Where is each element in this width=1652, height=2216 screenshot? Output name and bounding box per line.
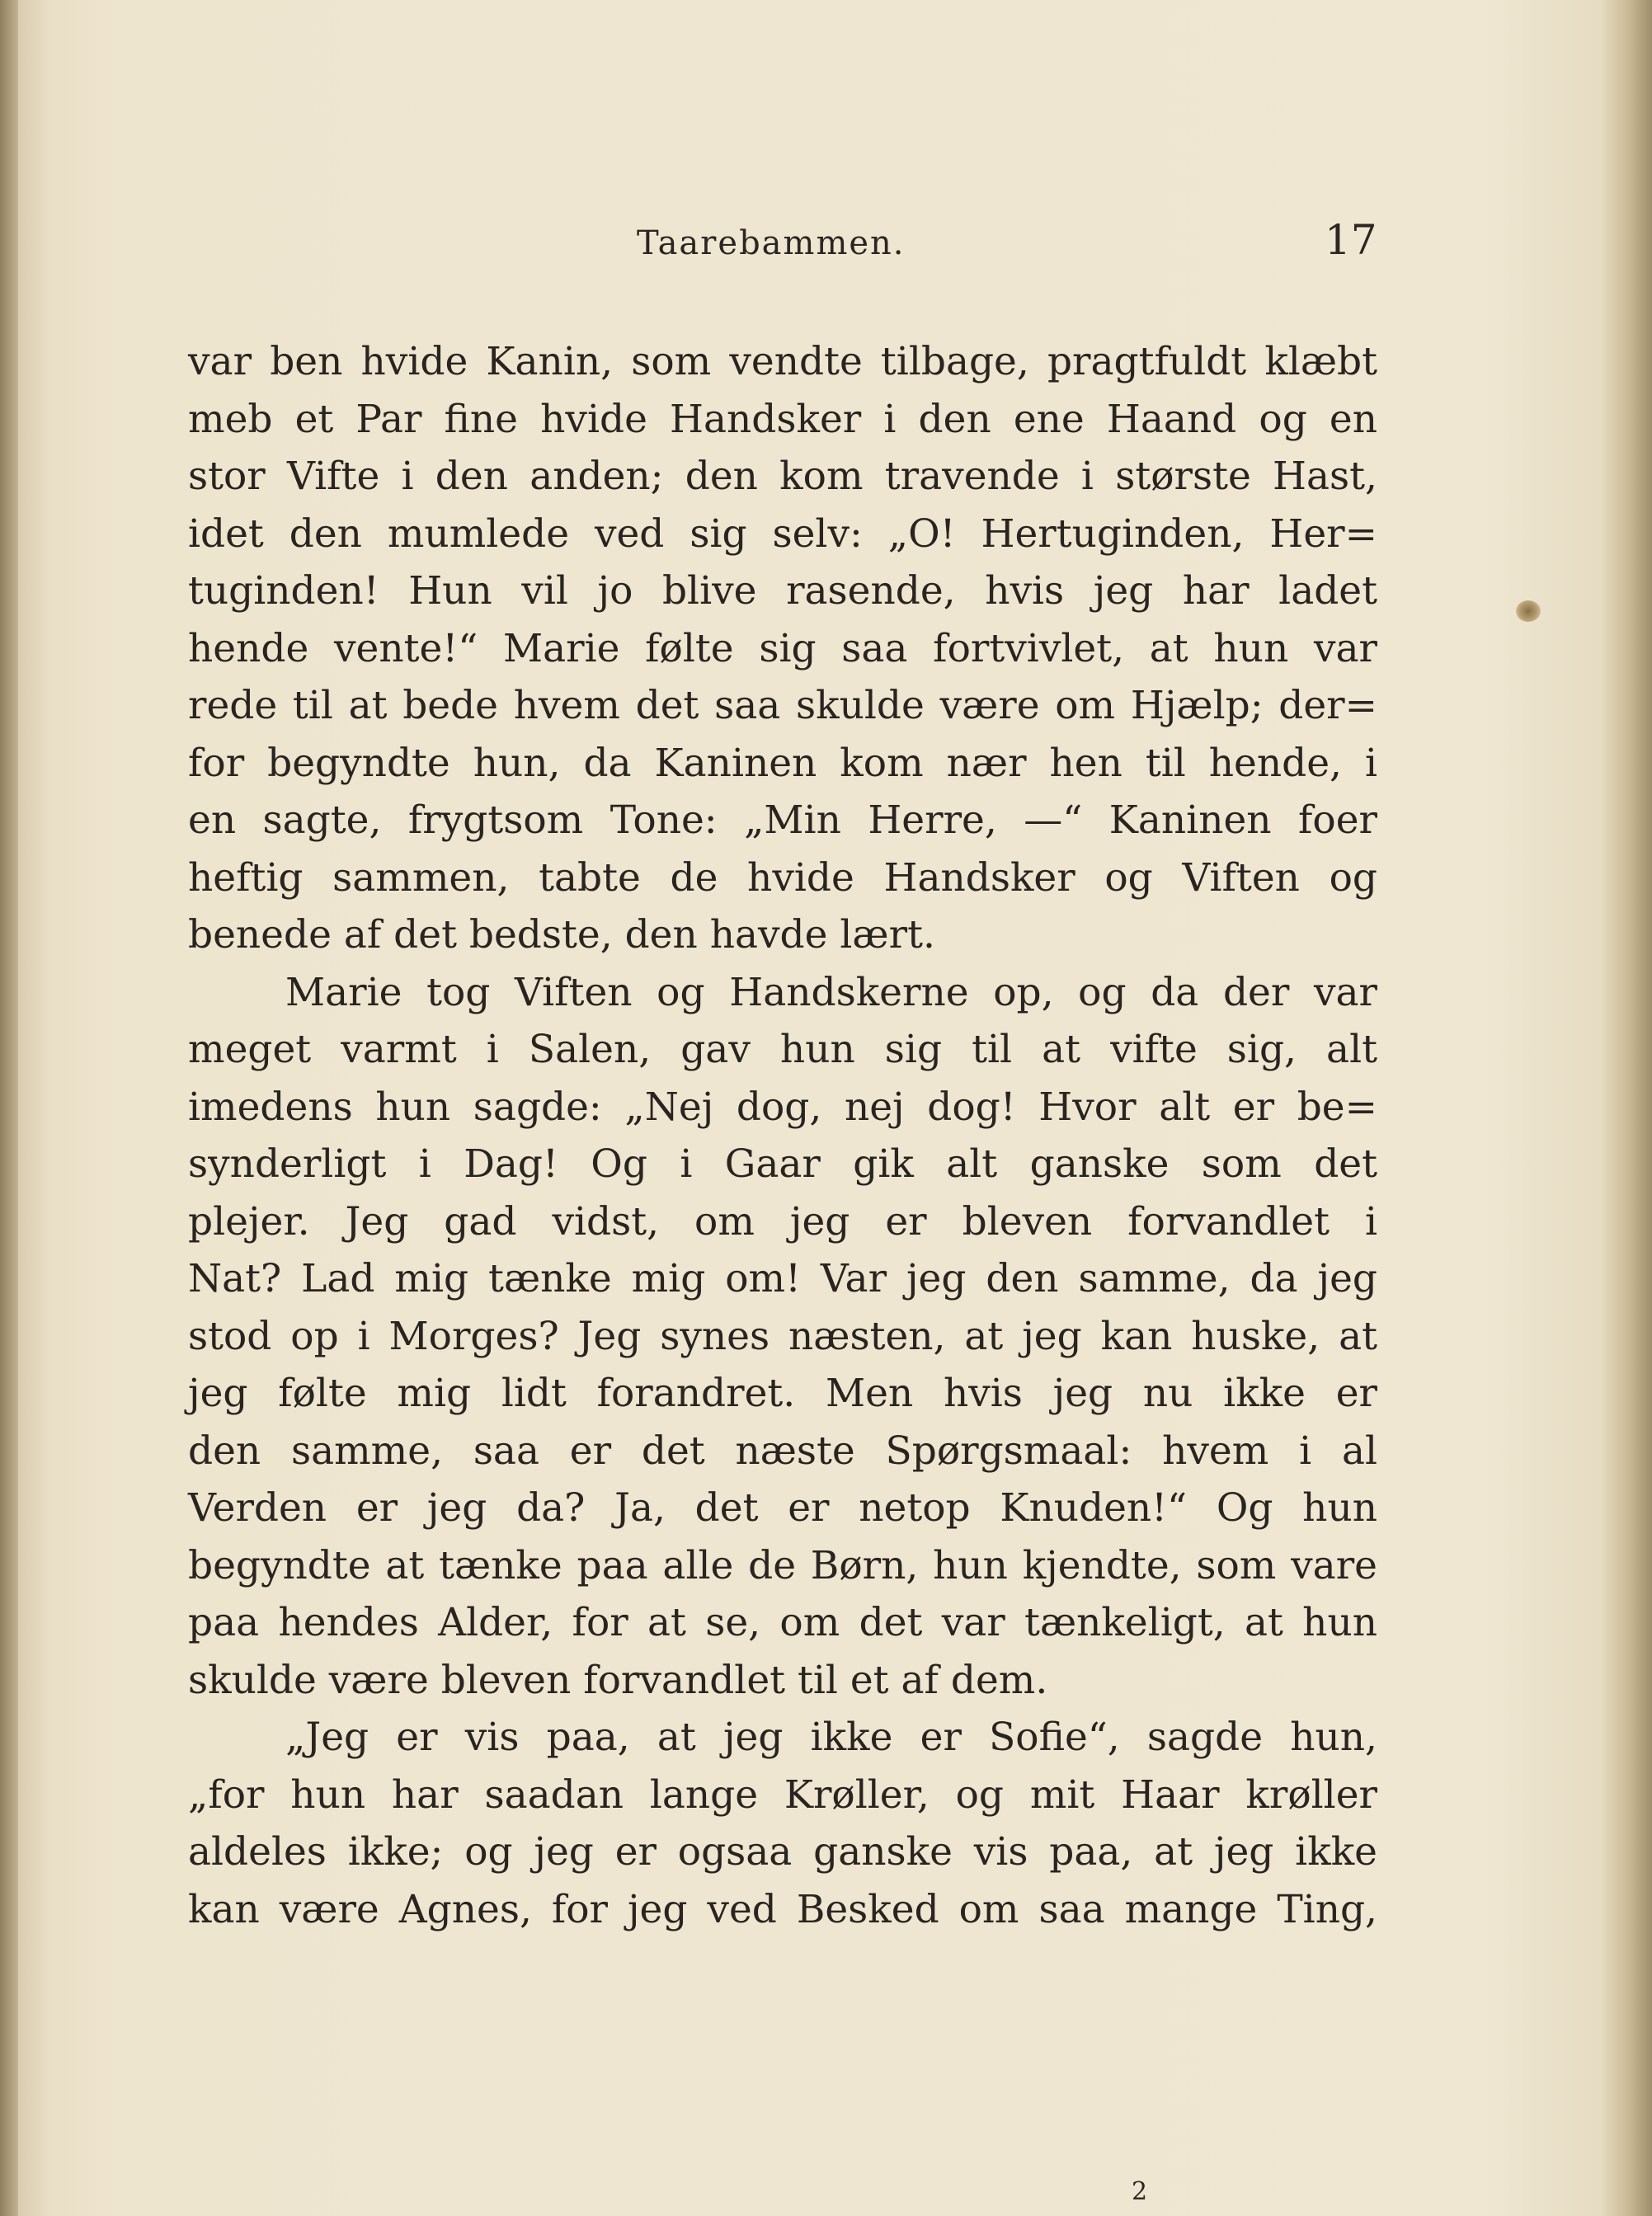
text-line: stod op i Morges? Jeg synes næsten, at jeg kan huske, at	[188, 1313, 1377, 1359]
text-line: tuginden! Hun vil jo blive rasende, hvis jeg har ladet	[188, 568, 1377, 614]
page-number: 17	[1325, 216, 1377, 264]
book-spine-edge	[0, 0, 18, 2216]
paper-stain	[1516, 600, 1541, 622]
text-line: synderligt i Dag! Og i Gaar gik alt ganske som det	[188, 1141, 1377, 1187]
text-line: meb et Par fine hvide Handsker i den ene Haand og en	[188, 396, 1377, 442]
text-line: kan være Agnes, for jeg ved Besked om saa mange Ting,	[188, 1886, 1377, 1932]
text-line: aldeles ikke; og jeg er ogsaa ganske vis paa, at jeg ikke	[188, 1829, 1377, 1875]
text-line: en sagte, frygtsom Tone: „Min Herre, —“ Kaninen foer	[188, 797, 1377, 843]
text-line: stor Vifte i den anden; den kom travende i største Hast,	[188, 454, 1377, 499]
text-line: „for hun har saadan lange Krøller, og mit Haar krøller	[188, 1771, 1377, 1818]
text-line: meget varmt i Salen, gav hun sig til at vifte sig, alt	[188, 1027, 1377, 1072]
text-line: den samme, saa er det næste Spørgsmaal: hvem i al	[188, 1428, 1377, 1474]
text-line: Nat? Lad mig tænke mig om! Var jeg den samme, da jeg	[188, 1256, 1377, 1301]
text-line: begyndte at tænke paa alle de Børn, hun kjendte, som vare	[188, 1542, 1377, 1588]
text-line: benede af det bedste, den havde lært.	[188, 912, 935, 957]
running-head: Taarebammen.	[637, 224, 906, 262]
text-line: idet den mumlede ved sig selv: „O! Hertuginden, Her=	[188, 510, 1377, 557]
text-line: plejer. Jeg gad vidst, om jeg er bleven forvandlet i	[188, 1198, 1377, 1244]
body-text	[188, 333, 1377, 1938]
text-line: hende vente!“ Marie følte sig saa fortvivlet, at hun var	[188, 625, 1377, 671]
signature-mark: 2	[1132, 2177, 1148, 2206]
text-line: Marie tog Viften og Handskerne op, og da der var	[285, 969, 1377, 1015]
text-line: skulde være bleven forvandlet til et af dem.	[188, 1657, 1048, 1703]
text-line: rede til at bede hvem det saa skulde være om Hjælp; der=	[188, 683, 1377, 728]
text-line: jeg følte mig lidt forandret. Men hvis jeg nu ikke er	[188, 1371, 1377, 1416]
text-line: var ben hvide Kanin, som vendte tilbage, pragtfuldt klæbt	[188, 339, 1377, 384]
text-line: paa hendes Alder, for at se, om det var tænkeligt, at hun	[188, 1600, 1377, 1645]
text-line: Verden er jeg da? Ja, det er netop Knuden!“ Og hun	[188, 1485, 1377, 1531]
text-line: heftig sammen, tabte de hvide Handsker og Viften og	[188, 854, 1377, 901]
text-line: imedens hun sagde: „Nej dog, nej dog! Hvor alt er be=	[188, 1084, 1377, 1130]
text-line: „Jeg er vis paa, at jeg ikke er Sofie“, sagde hun,	[285, 1715, 1377, 1760]
text-line: for begyndte hun, da Kaninen kom nær hen til hende, i	[188, 740, 1377, 786]
